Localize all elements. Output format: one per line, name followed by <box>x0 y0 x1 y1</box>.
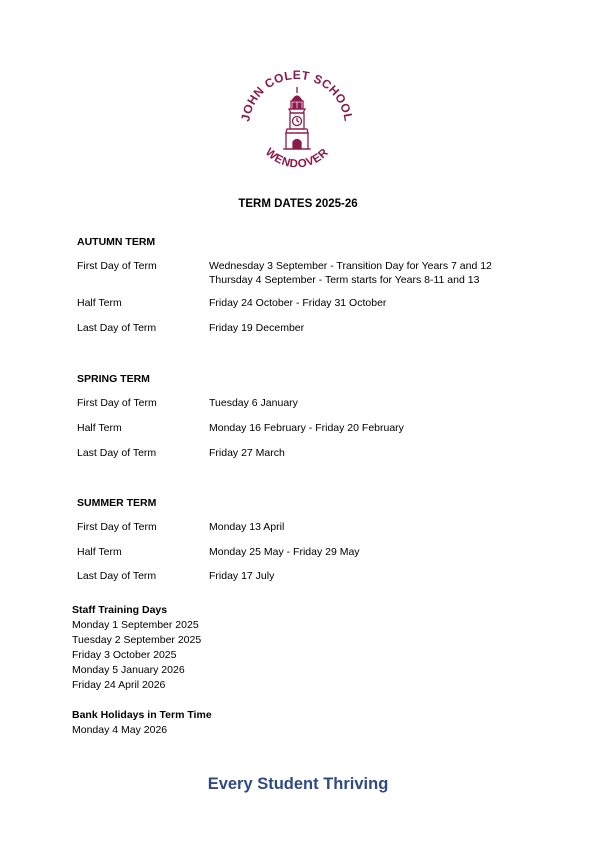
row-label: Last Day of Term <box>77 322 157 334</box>
row-value: Friday 24 October - Friday 31 October <box>209 297 387 309</box>
row-label: First Day of Term <box>77 397 157 409</box>
page-title: TERM DATES 2025-26 <box>238 198 358 210</box>
row-value-line: Thursday 4 September - Term starts for Years 8-11 and 13 <box>209 273 480 286</box>
autumn-term-section <box>77 235 557 334</box>
row-value <box>209 260 554 287</box>
bank-holidays-heading: Bank Holidays in Term Time <box>72 709 212 721</box>
summer-term-section <box>77 496 557 582</box>
row-value: Monday 16 February - Friday 20 February <box>209 422 404 434</box>
row-label: Half Term <box>77 546 122 558</box>
logo-top-text: JOHN COLET SCHOOL <box>238 68 356 123</box>
footer-slogan: Every Student Thriving <box>207 775 389 793</box>
school-crest-icon <box>235 65 359 185</box>
list-item: Monday 4 May 2026 <box>72 724 168 736</box>
row-label: Last Day of Term <box>77 447 157 459</box>
list-item: Tuesday 2 September 2025 <box>72 634 202 646</box>
term-heading: SPRING TERM <box>77 373 150 385</box>
list-item: Monday 1 September 2025 <box>72 619 199 631</box>
staff-training-heading: Staff Training Days <box>72 604 168 616</box>
list-item: Friday 3 October 2025 <box>72 649 177 661</box>
list-item: Monday 5 January 2026 <box>72 664 185 676</box>
row-label: Half Term <box>77 422 122 434</box>
list-item: Friday 24 April 2026 <box>72 679 166 691</box>
row-value: Monday 13 April <box>209 521 285 533</box>
svg-text:JOHN COLET SCHOOL <box>238 68 355 123</box>
term-heading: SUMMER TERM <box>77 497 157 509</box>
row-label: Last Day of Term <box>77 570 157 582</box>
row-label: First Day of Term <box>77 521 157 533</box>
logo-bottom-text: WENDOVER <box>262 146 332 171</box>
row-value: Friday 27 March <box>209 447 285 459</box>
row-value-line: Wednesday 3 September - Transition Day for Years 7 and 12 <box>209 260 492 272</box>
bank-holidays-section <box>72 708 212 738</box>
row-value: Tuesday 6 January <box>209 397 298 409</box>
school-logo <box>235 65 359 185</box>
row-label: First Day of Term <box>77 260 157 272</box>
row-label: Half Term <box>77 297 122 309</box>
term-heading: AUTUMN TERM <box>77 236 156 248</box>
row-value: Friday 19 December <box>209 322 305 334</box>
staff-training-section <box>72 603 201 693</box>
row-value: Monday 25 May - Friday 29 May <box>209 546 360 558</box>
svg-text:WENDOVER <box>263 146 331 170</box>
row-value: Friday 17 July <box>209 570 275 582</box>
spring-term-section <box>77 372 557 459</box>
